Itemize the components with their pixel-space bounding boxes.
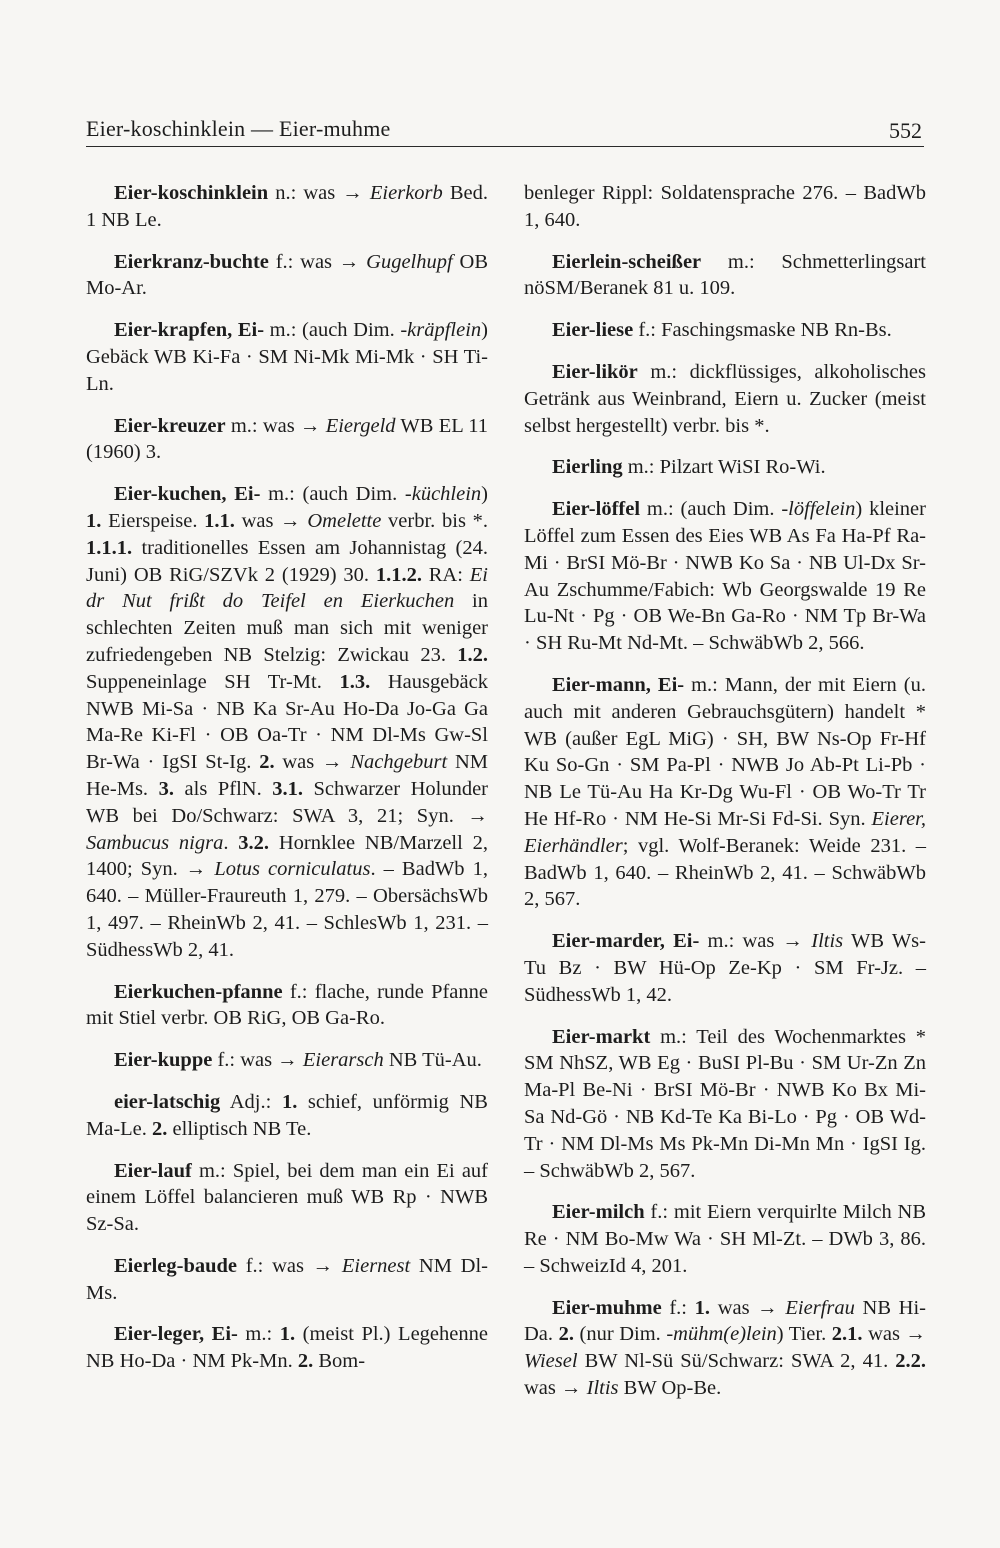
dictionary-entry	[524, 672, 926, 913]
entry-text: m.:	[237, 1323, 280, 1346]
entry-italic-text: Eierarsch	[302, 1049, 384, 1072]
entry-headword: Eier-lauf	[114, 1159, 192, 1182]
entry-text: BW Op-Be.	[618, 1377, 722, 1400]
entry-headword: Eier-marder, Ei-	[552, 930, 700, 953]
dictionary-entry	[86, 1089, 488, 1143]
entry-italic-text: -kräpflein	[400, 319, 482, 342]
entry-headword: Eierleg-baude	[114, 1254, 237, 1277]
entry-text: .	[223, 831, 239, 854]
entry-text: NM Dl-Ms.	[86, 1254, 489, 1304]
entry-text: Hornklee NB/Marzell 2, 1400; Syn. →	[86, 831, 488, 881]
entry-text: . – BadWb 1, 640. – Müller-Fraureuth 1, 279. – ObersächsWb 1, 497. – RheinWb 2, 41. – SchlesWb 1, 231. – SüdhessWb 2, 41.	[86, 858, 488, 961]
entry-text: was →	[524, 1377, 587, 1400]
entry-headword: Eier-milch	[552, 1201, 645, 1224]
entry-text: f.: was →	[268, 250, 367, 273]
entry-text: m.: was →	[225, 414, 326, 437]
entry-text: elliptisch NB Te.	[167, 1117, 312, 1140]
entry-headword: Eier-kuppe	[114, 1049, 213, 1072]
dictionary-entry	[524, 454, 926, 481]
entry-text: was →	[274, 751, 351, 774]
entry-text: NB Hi-Da.	[524, 1296, 926, 1346]
entry-text: Hausgebäck NWB Mi-Sa · NB Ka Sr-Au Ho-Da Jo-Ga Ga Ma-Re Ki-Fl · OB Oa-Tr · NM Dl-Ms Gw-Sl Br-Wa · IgSI St-Ig.	[86, 670, 488, 774]
entry-text: m.: (auch Dim.	[264, 319, 401, 342]
entry-headword: Eier-mann, Ei-	[552, 673, 685, 696]
entry-italic-text: Eierer, Eierhändler	[524, 807, 926, 857]
dictionary-entry	[86, 481, 488, 963]
entry-text: als PflN.	[173, 777, 273, 800]
entry-sense-number: 1.1.	[204, 509, 235, 532]
entry-italic-text: Iltis	[586, 1377, 619, 1400]
entry-text: Schwarzer Holunder WB bei Do/Schwarz: SWA 3, 21; Syn. →	[86, 777, 488, 827]
dictionary-entry	[524, 496, 926, 657]
entry-sense-number: 2.1.	[831, 1323, 863, 1346]
entry-sense-number: 1.	[694, 1296, 711, 1319]
entry-text: was →	[710, 1296, 786, 1319]
entry-text: f.: Faschingsmaske NB Rn-Bs.	[633, 319, 892, 342]
entry-text: ; vgl. Wolf-Beranek: Weide 231. – BadWb 1, 640. – RheinWb 2, 41. – SchwäbWb 2, 567.	[524, 834, 926, 911]
entry-sense-number: 2.2.	[895, 1350, 926, 1373]
entry-sense-number: 1.3.	[339, 670, 371, 693]
entry-headword: Eier-leger, Ei-	[114, 1323, 238, 1346]
entry-text: in schlechten Zeiten muß man sich mit weniger zufriedengeben NB Stelzig: Zwickau 23.	[86, 590, 489, 666]
entry-sense-number: 2.	[259, 751, 275, 774]
left-column	[86, 180, 488, 1390]
entry-text: WB Ws-Tu Bz · BW Hü-Op Ze-Kp · SM Fr-Jz. – SüdhessWb 1, 42.	[524, 930, 926, 1006]
entry-sense-number: 3.	[158, 777, 174, 800]
entry-text: RA:	[421, 563, 470, 586]
entry-sense-number: 1.2.	[457, 643, 488, 666]
entry-italic-text: -küchlein	[404, 483, 482, 506]
dictionary-entry	[86, 1321, 488, 1375]
entry-sense-number: 1.	[281, 1090, 298, 1113]
entry-text: WB EL 11 (1960) 3.	[86, 414, 488, 464]
entry-sense-number: 1.1.2.	[375, 563, 422, 586]
dictionary-entry	[524, 317, 926, 344]
entry-sense-number: 1.	[86, 509, 102, 532]
entry-text: Eierspeise.	[101, 509, 205, 532]
entry-text: f.: flache, runde Pfanne mit Stiel verbr. OB RiG, OB Ga-Ro.	[86, 980, 488, 1030]
entry-text: f.: mit Eiern verquirlte Milch NB Re · NM Bo-Mw Wa · SH Ml-Zt. – DWb 3, 86. – SchweizId 4, 201.	[524, 1201, 926, 1277]
entry-text: m.: Schmetterlingsart nöSM/Beranek 81 u. 109.	[524, 250, 926, 300]
running-header	[86, 112, 924, 147]
entry-text: ) Gebäck WB Ki-Fa · SM Ni-Mk Mi-Mk · SH Ti-Ln.	[86, 319, 488, 395]
entry-italic-text: Omelette	[307, 509, 382, 532]
entry-italic-text: Eiernest	[341, 1254, 411, 1277]
entry-text: m.: Mann, der mit Eiern (u. auch mit anderen Gebrauchsgütern) handelt * WB (außer EgL MiG) · SH, BW Ns-Op Fr-Hf Ku So-Gn · SM Pa-Pl · NWB Jo Ab-Pt Li-Pb · NB Le Tü-Au Ha Kr-Dg Wu-Fl · OB Wo-Tr Tr He Hf-Ro · NM He-Si Mr-Si Fd-Si. Syn.	[524, 673, 926, 830]
dictionary-entry	[86, 1047, 488, 1074]
entry-text: f.: was →	[212, 1049, 303, 1072]
dictionary-entry	[86, 979, 488, 1033]
entry-headword: Eier-liese	[552, 319, 634, 342]
entry-italic-text: Ei dr Nut frißt do Teifel en Eierkuchen	[86, 563, 488, 613]
entry-headword: Eierkuchen-pfanne	[114, 980, 283, 1003]
header-title: Eier-koschinklein — Eier-muhme	[86, 116, 391, 141]
page-number: 552	[889, 118, 922, 143]
entry-italic-text: Eierkorb	[369, 182, 443, 204]
entry-text: ) Tier.	[776, 1323, 832, 1346]
dictionary-entry	[524, 249, 926, 303]
entry-text: benleger Rippl: Soldatensprache 276. – BadWb 1, 640.	[524, 182, 926, 231]
entry-text: m.: Pilzart WiSI Ro-Wi.	[622, 456, 826, 479]
entry-text: traditionelles Essen am Johannistag (24. Juni) OB RiG/SZVk 2 (1929) 30.	[86, 536, 488, 586]
entry-text: n.: was →	[268, 182, 370, 204]
entry-headword: Eier-likör	[552, 360, 638, 383]
entry-text: ) kleiner Löffel zum Essen des Eies WB As Fa Ha-Pf Ra-Mi · BrSI Mö-Br · NWB Ko Sa · NB Ul-Dx Sr-Au Zschumme/Fabich: Wb Georgswalde 19 Re Lu-Nt · Pg · OB We-Bn Ga-Ro · NM Tp Br-Wa · SH Ru-Mt Nd-Mt. – SchwäbWb 2, 566.	[524, 498, 926, 655]
entry-headword: Eier-krapfen, Ei-	[114, 319, 265, 342]
entry-text: OB Mo-Ar.	[86, 250, 488, 300]
entry-sense-number: 2.	[558, 1323, 574, 1346]
entry-text: m.: (auch Dim.	[640, 498, 782, 521]
entry-text: m.: was →	[699, 930, 812, 953]
entry-italic-text: Sambucus nigra	[86, 831, 224, 854]
entry-headword: Eier-löffel	[552, 498, 641, 521]
right-column	[524, 180, 926, 1417]
entry-sense-number: 2.	[297, 1350, 314, 1373]
dictionary-entry	[524, 1295, 926, 1402]
entry-text: verbr. bis *.	[381, 509, 488, 532]
entry-italic-text: Wiesel	[524, 1350, 578, 1373]
dictionary-entry	[524, 928, 926, 1008]
entry-text: (nur Dim.	[573, 1323, 667, 1346]
dictionary-entry	[86, 1158, 488, 1238]
entry-text: m.: (auch Dim.	[260, 483, 405, 506]
entry-text: m.: Teil des Wochenmarktes * SM NhSZ, WB Eg · BuSI Pl-Bu · SM Ur-Zn Zn Ma-Pl Be-Ni · BrSI Mö-Br · NWB Ko Bx Mi-Sa Nd-Gö · NB Kd-Te Ka Bi-Lo · Pg · OB Wd-Tr · NM Dl-Ms Ms Pk-Mn Di-Mn Mn · IgSI Ig. – SchwäbWb 2, 567.	[524, 1025, 926, 1182]
entry-headword: Eierlein-scheißer	[552, 250, 702, 273]
entry-headword: eier-latschig	[114, 1090, 221, 1113]
entry-headword: Eierling	[552, 456, 623, 479]
entry-text: was →	[234, 509, 308, 532]
entry-text: m.: dickflüssiges, alkoholisches Getränk aus Weinbrand, Eiern u. Zucker (meist selbst hergestellt) verbr. bis *.	[524, 360, 926, 437]
dictionary-entry	[86, 413, 488, 467]
entry-sense-number: 1.1.1.	[86, 536, 133, 559]
entry-italic-text: -mühm(e)lein	[666, 1323, 777, 1346]
entry-headword: Eier-kreuzer	[114, 414, 226, 437]
entry-text: m.: Spiel, bei dem man ein Ei auf einem Löffel balancieren muß WB Rp · NWB Sz-Sa.	[86, 1159, 488, 1236]
entry-text: NB Tü-Au.	[383, 1049, 482, 1072]
entry-text: schief, unförmig NB Ma-Le.	[86, 1090, 488, 1140]
entry-italic-text: Lotus corniculatus	[214, 858, 371, 881]
entry-text: was →	[862, 1323, 927, 1346]
dictionary-entry	[524, 1199, 926, 1279]
entry-text: BW Nl-Sü Sü/Schwarz: SWA 2, 41.	[577, 1350, 896, 1373]
entry-text: )	[481, 483, 488, 506]
entry-italic-text: Eiergeld	[325, 414, 396, 437]
entry-text: Bom-	[313, 1350, 366, 1373]
dictionary-entry	[86, 249, 488, 303]
dictionary-entry	[524, 359, 926, 439]
entry-sense-number: 2.	[152, 1117, 168, 1140]
entry-text: f.:	[661, 1296, 695, 1319]
dictionary-entry	[86, 180, 488, 234]
entry-headword: Eier-markt	[552, 1025, 651, 1048]
dictionary-entry	[524, 1024, 926, 1185]
entry-sense-number: 3.2.	[238, 831, 270, 854]
dictionary-entry	[86, 1253, 488, 1307]
entry-sense-number: 3.1.	[272, 777, 303, 800]
entry-text: NM He-Ms.	[86, 751, 488, 800]
entry-text: Adj.:	[220, 1090, 282, 1113]
entry-italic-text: Nachgeburt	[350, 751, 448, 774]
entry-text: Suppeneinlage SH Tr-Mt.	[86, 670, 340, 693]
entry-text: (meist Pl.) Legehenne NB Ho-Da · NM Pk-Mn.	[86, 1323, 488, 1373]
entry-headword: Eier-kuchen, Ei-	[114, 483, 261, 506]
dictionary-entry	[86, 317, 488, 397]
entry-italic-text: -löffelein	[781, 498, 856, 521]
dictionary-entry	[524, 180, 926, 234]
entry-text: Bed. 1 NB Le.	[86, 182, 489, 231]
entry-italic-text: Gugelhupf	[366, 250, 453, 273]
entry-text: f.: was →	[237, 1254, 342, 1277]
entry-sense-number: 1.	[279, 1323, 296, 1346]
entry-headword: Eier-koschinklein	[114, 182, 269, 204]
entry-headword: Eier-muhme	[552, 1296, 662, 1319]
entry-italic-text: Eierfrau	[785, 1296, 855, 1319]
entry-italic-text: Iltis	[811, 930, 844, 953]
entry-headword: Eierkranz-buchte	[114, 250, 269, 273]
